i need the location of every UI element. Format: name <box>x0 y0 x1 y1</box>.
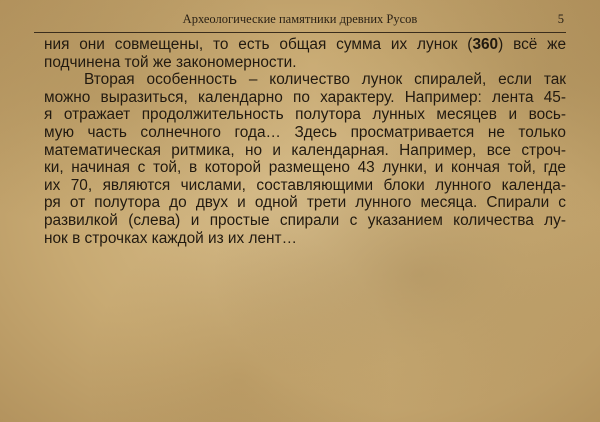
page-number: 5 <box>557 12 564 26</box>
paragraph-2-line-1: Вторая особенность – количество лунок спиралей, если так <box>84 71 566 89</box>
paragraph-2-line-4: мую часть солнечного года… Здесь просматривается не только <box>44 123 566 141</box>
paragraph-2-line-9: развилкой (слева) и простые спирали с указанием количества лу- <box>44 211 566 229</box>
paragraph-2-line-8: ря от полутора до двух и одной трети лунного месяца. Спирали с <box>44 194 566 212</box>
paragraph-2-line-7: их 70, являются числами, составляющими блоки лунного календа- <box>44 176 566 194</box>
text-run: ) всё же <box>498 36 567 53</box>
paragraph-1-line-1 <box>44 36 566 54</box>
page-header <box>34 10 566 33</box>
paragraph-2-line-2: можно выразиться, календарно по характеру. Например: лента 45- <box>44 88 566 106</box>
body-text <box>44 36 566 247</box>
paragraph-2-line-3: я отражает продолжительность полутора лунных месяцев и вось- <box>44 106 566 124</box>
paragraph-2-line-5: математическая ритмика, но и календарная. Например, все строч- <box>44 141 566 159</box>
paragraph-1-line-2: подчинена той же закономерности. <box>44 53 297 71</box>
text-run: ния они совмещены, то есть общая сумма их лунок ( <box>44 36 473 53</box>
bold-number: 360 <box>472 36 499 53</box>
paragraph-2-line-6: ки, начиная с той, в которой размещено 43 лунки, и кончая той, где <box>44 159 566 177</box>
running-title: Археологические памятники древних Русов <box>182 12 418 26</box>
paragraph-2-line-10: нок в строчках каждой из их лент… <box>44 229 297 247</box>
